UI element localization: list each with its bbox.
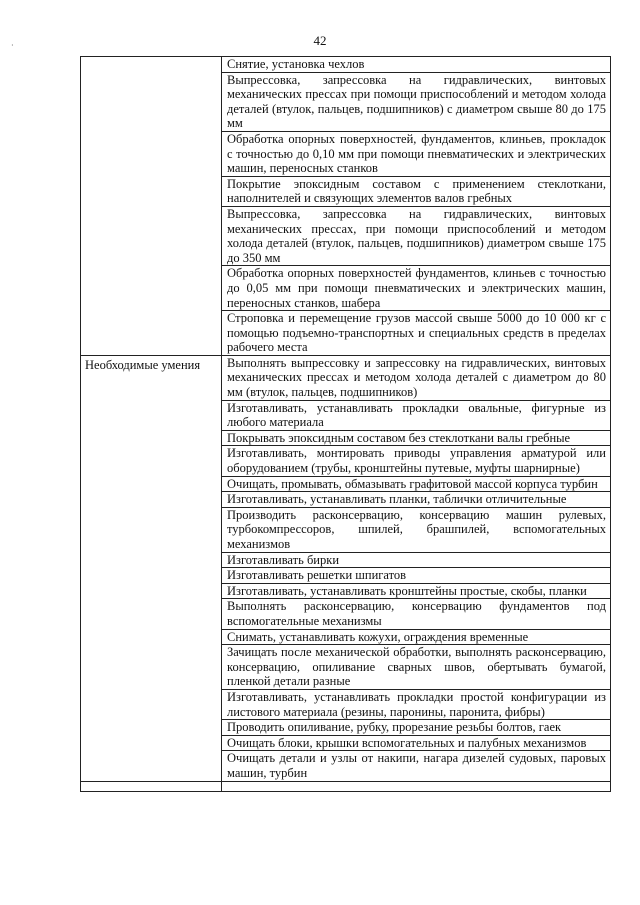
list-item: Покрытие эпоксидным составом с применением стеклоткани, наполнителей и связующих элементов валов гребных	[222, 177, 610, 207]
list-item: Изготавливать, устанавливать прокладки простой конфигурации из листового материала (резины, паронины, паронита, фибры)	[222, 690, 610, 720]
list-item: Изготавливать бирки	[222, 553, 610, 569]
list-item: Обработка опорных поверхностей, фундаментов, клиньев, прокладок с точностью до 0,10 мм при помощи пневматических и электрических машин, переносных станков	[222, 132, 610, 177]
continuation-cell-left	[81, 781, 222, 791]
list-item: Производить расконсервацию, консервацию машин рулевых, турбокомпрессоров, шпилей, брашпилей, вспомогательных механизмов	[222, 508, 610, 553]
list-item: Выпрессовка, запрессовка на гидравлических, винтовых механических прессах, при помощи приспособлений и методом холода деталей (втулок, пальцев, подшипников) диаметром свыше 175 до 350 мм	[222, 207, 610, 266]
list-item: Изготавливать решетки шпигатов	[222, 568, 610, 584]
table-row-skills	[81, 355, 611, 781]
list-item: Очищать, промывать, обмазывать графитовой массой корпуса турбин	[222, 477, 610, 493]
table-row-continuation	[81, 781, 611, 791]
table-row-actions	[81, 57, 611, 356]
list-item: Изготавливать, устанавливать кронштейны простые, скобы, планки	[222, 584, 610, 600]
list-item: Изготавливать, устанавливать планки, таблички отличительные	[222, 492, 610, 508]
page-number: 42	[313, 33, 327, 48]
list-item: Проводить опиливание, рубку, прорезание резьбы болтов, гаек	[222, 720, 610, 736]
list-item: Строповка и перемещение грузов массой свыше 5000 до 10 000 кг с помощью подъемно-транспортных и специальных средств в пределах рабочего места	[227, 311, 606, 355]
section-label-actions	[81, 57, 222, 356]
list-item: Выпрессовка, запрессовка на гидравлических, винтовых механических прессах при помощи приспособлений и методом холода деталей (втулок, пальцев, подшипников) с диаметром свыше 80 до 175 мм	[222, 73, 610, 132]
list-item: Зачищать после механической обработки, выполнять расконсервацию, консервацию, опиливание сварных швов, обертывать бумагой, пленкой детали разные	[222, 645, 610, 690]
list-item: Выполнять выпрессовку и запрессовку на гидравлических, винтовых механических прессах и методом холода деталей с диаметром до 80 мм (втулок, пальцев, подшипников)	[222, 356, 610, 401]
continuation-cell-right	[222, 781, 611, 791]
list-item: Снимать, устанавливать кожухи, ограждения временные	[222, 630, 610, 646]
list-item: Очищать детали и узлы от накипи, нагара дизелей судовых, паровых машин, турбин	[227, 751, 606, 780]
list-item: Обработка опорных поверхностей фундаментов, клиньев с точностью до 0,05 мм при помощи пневматических и электрических машин, переносных станков, шабера	[222, 266, 610, 311]
scan-mark: ·	[11, 41, 14, 50]
list-item: Снятие, установка чехлов	[222, 57, 610, 73]
list-item: Изготавливать, монтировать приводы управления арматурой или оборудованием (трубы, кронштейны путевые, муфты шарнирные)	[222, 446, 610, 476]
list-item: Выполнять расконсервацию, консервацию фундаментов под вспомогательные механизмы	[222, 599, 610, 629]
specification-table	[80, 56, 611, 792]
section-content-skills	[222, 355, 611, 781]
list-item: Очищать блоки, крышки вспомогательных и палубных механизмов	[222, 736, 610, 752]
section-content-actions	[222, 57, 611, 356]
list-item: Покрывать эпоксидным составом без стеклоткани валы гребные	[222, 431, 610, 447]
list-item: Изготавливать, устанавливать прокладки овальные, фигурные из любого материала	[222, 401, 610, 431]
section-label-skills: Необходимые умения	[81, 355, 222, 781]
